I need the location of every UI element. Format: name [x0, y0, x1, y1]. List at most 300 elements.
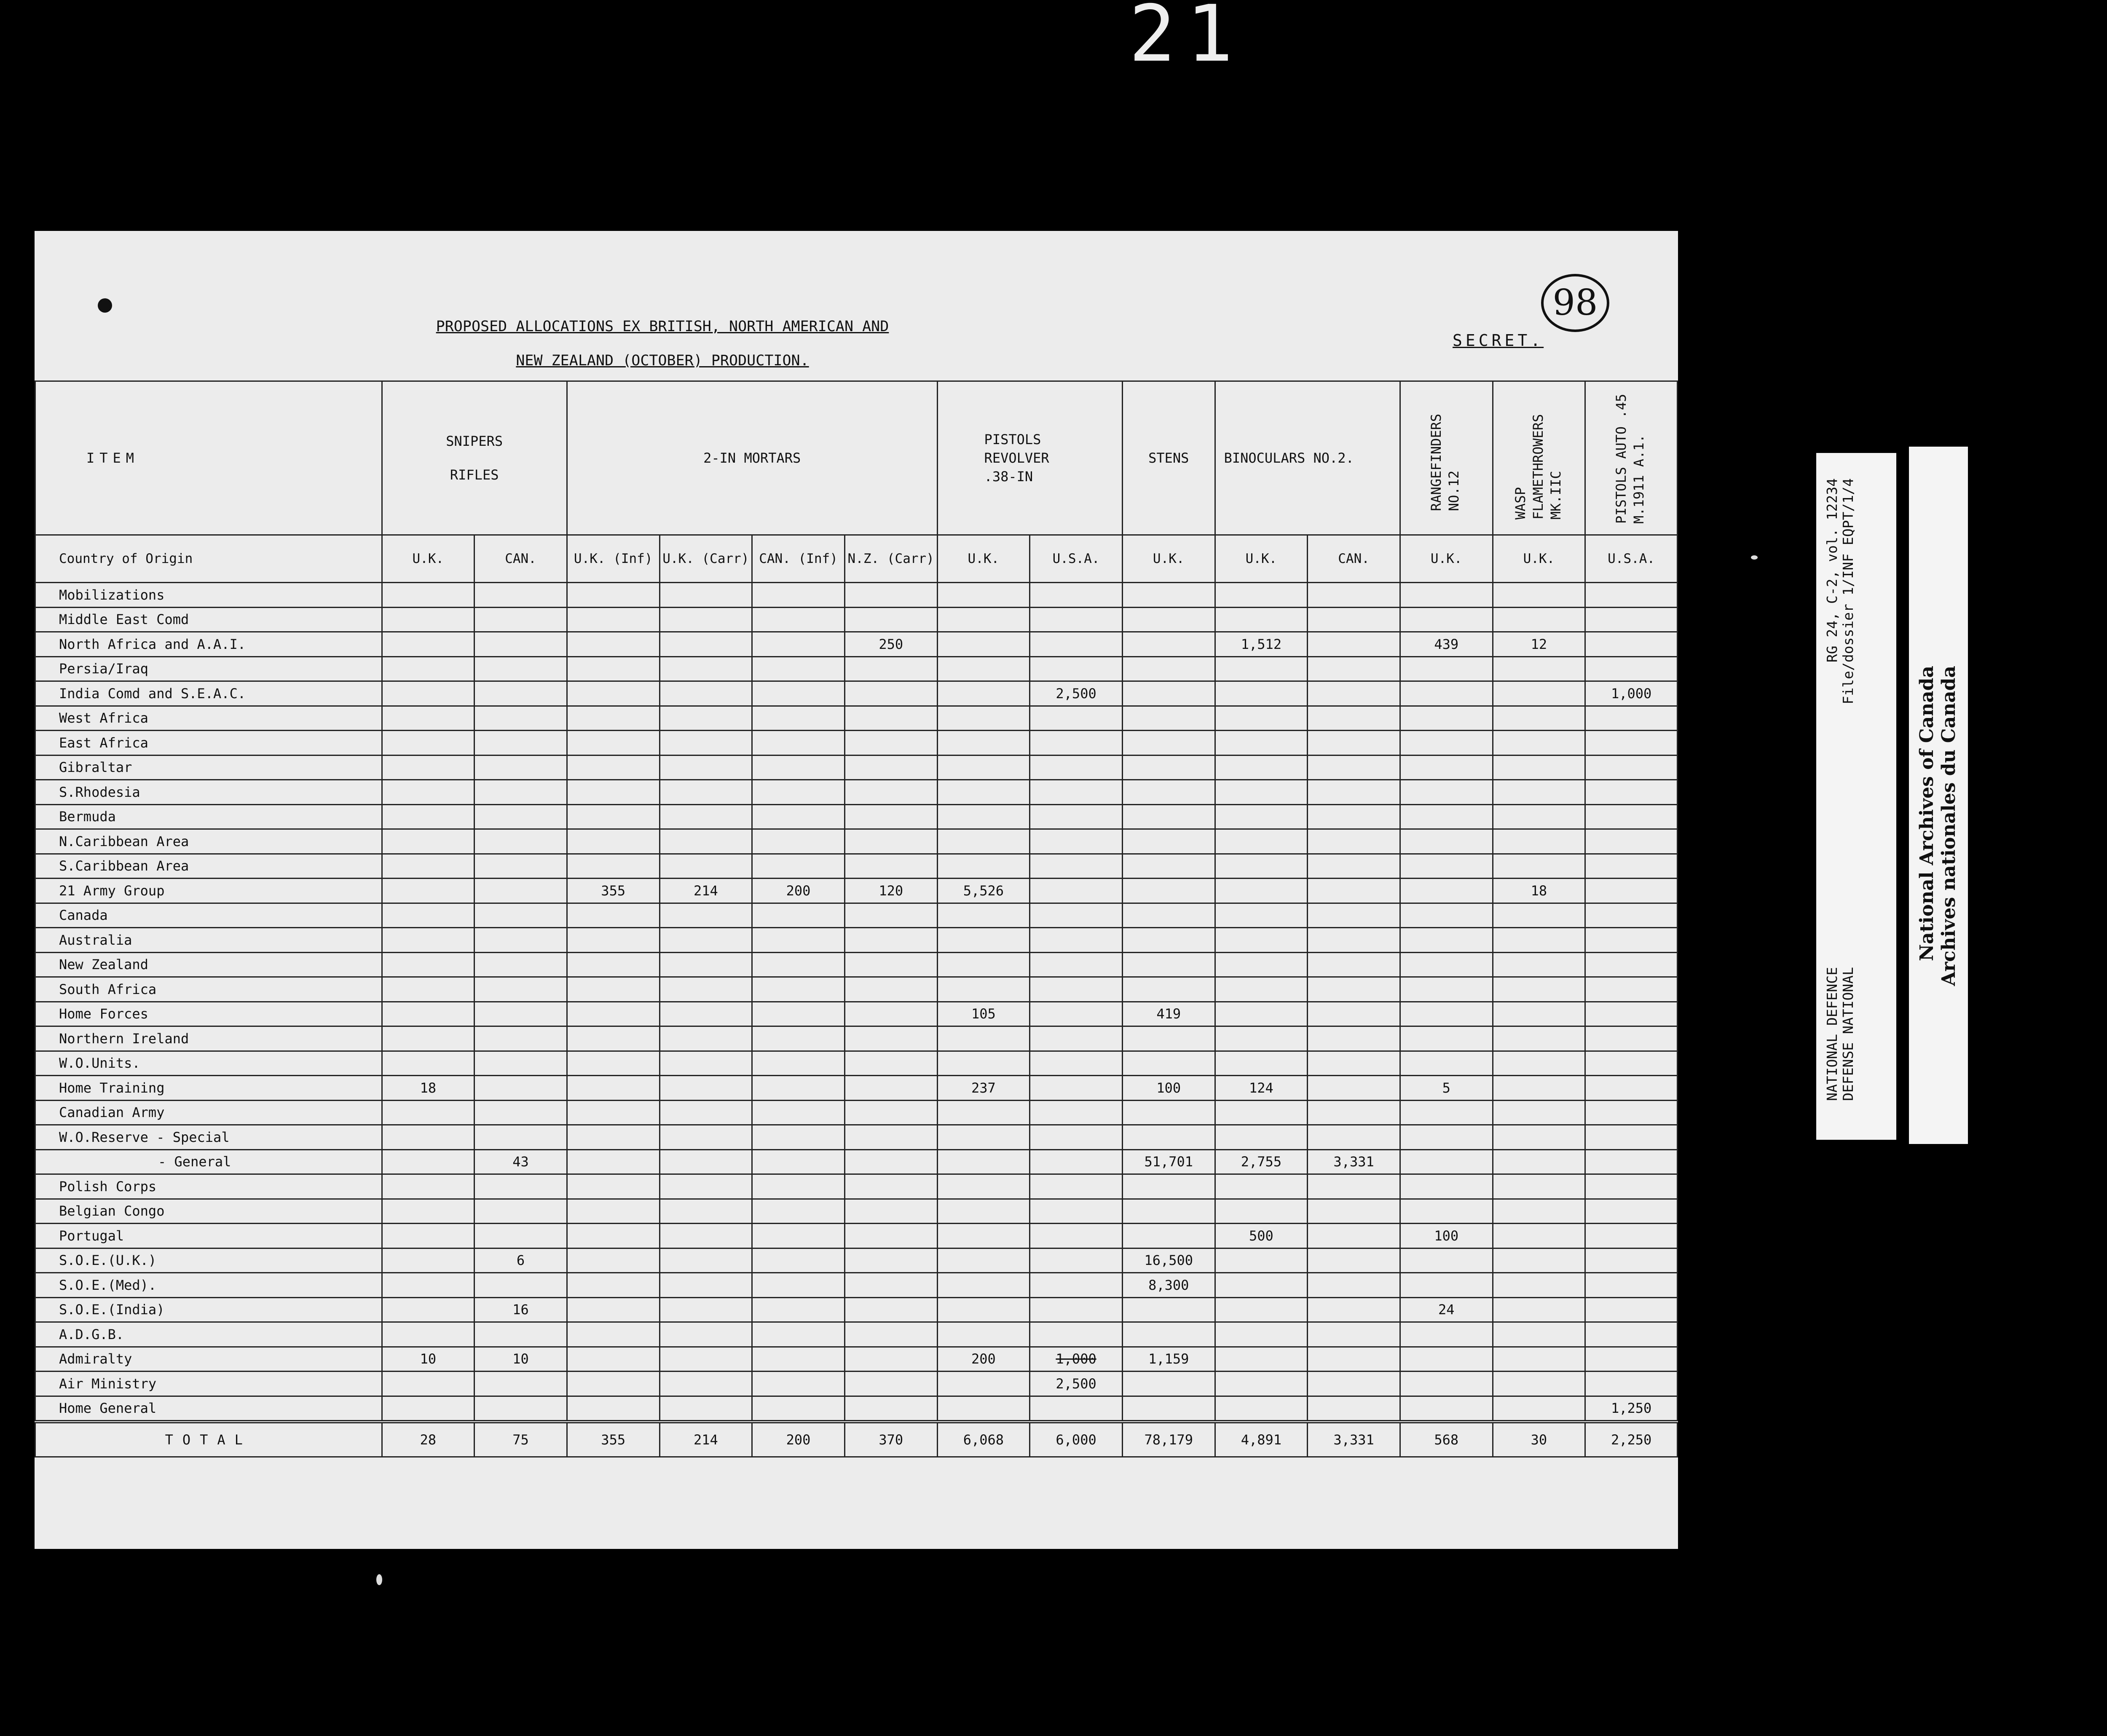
table-cell	[1215, 977, 1308, 1002]
table-cell	[1122, 583, 1215, 608]
table-cell	[1585, 1174, 1678, 1199]
pistols-auto-header	[1585, 381, 1678, 535]
table-cell	[752, 1347, 845, 1372]
table-cell	[382, 1273, 474, 1298]
table-cell	[1030, 977, 1123, 1002]
row-label: Polish Corps	[35, 1174, 382, 1199]
table-cell	[659, 1026, 752, 1051]
table-cell	[1493, 1199, 1585, 1224]
table-cell	[1493, 952, 1585, 977]
row-label: S.O.E.(U.K.)	[35, 1248, 382, 1273]
table-row	[35, 681, 1678, 706]
origin-header-row	[35, 535, 1678, 583]
table-cell	[752, 1224, 845, 1248]
table-cell	[1122, 1396, 1215, 1422]
table-cell	[382, 583, 474, 608]
table-cell	[382, 977, 474, 1002]
table-cell: 355	[567, 879, 659, 903]
table-cell	[659, 583, 752, 608]
total-cell: 355	[567, 1422, 659, 1457]
table-cell	[1308, 1051, 1400, 1076]
table-cell	[659, 1051, 752, 1076]
table-cell	[1215, 804, 1308, 829]
table-row	[35, 1396, 1678, 1422]
frame-number: 21	[1129, 0, 1244, 79]
table-cell	[659, 1273, 752, 1298]
table-row	[35, 632, 1678, 657]
table-cell	[1030, 706, 1123, 731]
table-cell	[937, 1372, 1030, 1396]
table-cell	[659, 1297, 752, 1322]
table-cell	[474, 829, 567, 854]
table-cell	[1585, 583, 1678, 608]
row-label: S.Caribbean Area	[35, 854, 382, 879]
table-cell	[752, 804, 845, 829]
table-cell	[937, 1248, 1030, 1273]
table-cell	[1585, 1347, 1678, 1372]
table-cell	[1493, 1002, 1585, 1026]
table-cell	[1030, 1224, 1123, 1248]
table-cell	[659, 1372, 752, 1396]
table-cell	[752, 1273, 845, 1298]
table-cell	[659, 952, 752, 977]
table-row	[35, 854, 1678, 879]
table-cell	[1122, 879, 1215, 903]
table-cell	[567, 804, 659, 829]
table-row	[35, 1125, 1678, 1150]
table-cell	[1030, 1297, 1123, 1322]
archive-reference-line3: NATIONAL DEFENCE	[1824, 967, 1840, 1101]
table-cell	[844, 1002, 937, 1026]
table-cell	[659, 829, 752, 854]
table-cell	[1585, 1100, 1678, 1125]
table-cell	[659, 1100, 752, 1125]
table-cell	[1308, 681, 1400, 706]
table-cell	[1308, 829, 1400, 854]
table-cell	[1400, 1199, 1493, 1224]
table-cell	[474, 607, 567, 632]
table-cell	[1215, 903, 1308, 928]
table-cell	[659, 903, 752, 928]
table-cell	[1493, 1149, 1585, 1174]
table-cell	[567, 1174, 659, 1199]
table-cell	[1308, 607, 1400, 632]
table-cell	[844, 804, 937, 829]
table-cell	[382, 1396, 474, 1422]
table-cell	[844, 1347, 937, 1372]
table-cell	[382, 780, 474, 805]
table-cell	[474, 755, 567, 780]
row-label: Canada	[35, 903, 382, 928]
table-cell	[937, 681, 1030, 706]
table-cell	[382, 755, 474, 780]
table-cell	[1493, 1347, 1585, 1372]
total-label: TOTAL	[35, 1422, 382, 1457]
table-cell	[844, 952, 937, 977]
table-cell	[474, 1076, 567, 1101]
table-bottom-margin	[35, 1457, 1678, 1492]
table-row	[35, 607, 1678, 632]
table-row	[35, 731, 1678, 755]
table-cell	[1585, 1297, 1678, 1322]
table-cell	[659, 1076, 752, 1101]
table-cell	[1215, 1002, 1308, 1026]
row-label: S.O.E.(India)	[35, 1297, 382, 1322]
origin-col-7: U.K.	[937, 535, 1030, 583]
table-cell	[1493, 1051, 1585, 1076]
table-cell	[1215, 656, 1308, 681]
table-row	[35, 829, 1678, 854]
punch-hole	[98, 298, 112, 313]
table-cell	[1215, 706, 1308, 731]
table-cell	[1493, 1322, 1585, 1347]
table-cell	[382, 1051, 474, 1076]
table-cell: 24	[1400, 1297, 1493, 1322]
table-cell: 1,000	[1585, 681, 1678, 706]
table-cell	[844, 607, 937, 632]
table-cell	[1308, 755, 1400, 780]
row-label: W.O.Units.	[35, 1051, 382, 1076]
table-cell	[382, 1125, 474, 1150]
table-cell	[1215, 854, 1308, 879]
table-cell	[1308, 1026, 1400, 1051]
table-cell	[844, 755, 937, 780]
row-label: W.O.Reserve - Special	[35, 1125, 382, 1150]
table-cell	[1308, 952, 1400, 977]
table-cell	[567, 1100, 659, 1125]
table-cell	[1493, 804, 1585, 829]
table-cell	[1030, 780, 1123, 805]
table-cell	[382, 1026, 474, 1051]
table-cell	[567, 928, 659, 953]
total-cell: 75	[474, 1422, 567, 1457]
table-cell	[1308, 1322, 1400, 1347]
table-cell	[1400, 1125, 1493, 1150]
table-cell	[752, 829, 845, 854]
table-cell	[1400, 804, 1493, 829]
table-cell	[1030, 1026, 1123, 1051]
table-cell	[1400, 1372, 1493, 1396]
row-label: Portugal	[35, 1224, 382, 1248]
table-cell	[937, 1199, 1030, 1224]
table-cell	[1122, 1297, 1215, 1322]
table-cell: 100	[1400, 1224, 1493, 1248]
table-cell: 1,000	[1030, 1347, 1123, 1372]
table-cell	[937, 1100, 1030, 1125]
table-cell: 1,512	[1215, 632, 1308, 657]
table-cell	[474, 1224, 567, 1248]
table-cell: 43	[474, 1149, 567, 1174]
film-speck	[376, 1574, 382, 1585]
archives-canada-label-line2: Archives nationales du Canada	[1938, 666, 1960, 986]
table-cell	[1030, 583, 1123, 608]
table-cell	[1493, 1396, 1585, 1422]
row-label: Home Forces	[35, 1002, 382, 1026]
table-cell	[1215, 780, 1308, 805]
table-cell	[844, 1273, 937, 1298]
table-cell	[1308, 854, 1400, 879]
table-cell	[937, 1297, 1030, 1322]
table-cell: 237	[937, 1076, 1030, 1101]
table-cell	[1308, 1248, 1400, 1273]
table-cell	[567, 656, 659, 681]
table-cell	[1308, 1076, 1400, 1101]
table-cell	[1585, 1224, 1678, 1248]
table-cell	[937, 1396, 1030, 1422]
table-cell	[1308, 977, 1400, 1002]
table-cell	[1308, 1174, 1400, 1199]
table-cell: 1,159	[1122, 1347, 1215, 1372]
table-cell	[659, 1002, 752, 1026]
table-cell	[844, 928, 937, 953]
table-cell	[474, 1273, 567, 1298]
table-cell	[1585, 632, 1678, 657]
table-cell	[1400, 1248, 1493, 1273]
table-cell	[752, 583, 845, 608]
table-cell	[844, 1396, 937, 1422]
table-row	[35, 780, 1678, 805]
table-cell	[1030, 632, 1123, 657]
table-cell	[567, 1297, 659, 1322]
row-label: 21 Army Group	[35, 879, 382, 903]
table-cell	[1585, 656, 1678, 681]
table-cell: 18	[1493, 879, 1585, 903]
table-cell	[937, 632, 1030, 657]
table-cell: 120	[844, 879, 937, 903]
folio-number: 98	[1541, 274, 1609, 332]
table-cell	[1308, 583, 1400, 608]
table-cell	[382, 804, 474, 829]
table-cell	[1585, 706, 1678, 731]
table-cell	[659, 1199, 752, 1224]
allocation-table	[35, 380, 1678, 1491]
table-cell	[474, 952, 567, 977]
table-cell	[937, 854, 1030, 879]
table-cell: 10	[474, 1347, 567, 1372]
allocation-rows	[35, 583, 1678, 1422]
table-cell	[1493, 681, 1585, 706]
table-row	[35, 1297, 1678, 1322]
table-cell	[752, 1149, 845, 1174]
row-label: Australia	[35, 928, 382, 953]
table-cell	[752, 1125, 845, 1150]
archive-reference-line4: DEFENSE NATIONAL	[1840, 967, 1856, 1101]
table-cell	[382, 1224, 474, 1248]
table-cell	[1585, 1002, 1678, 1026]
table-cell	[1122, 681, 1215, 706]
table-cell: 439	[1400, 632, 1493, 657]
table-cell	[1308, 656, 1400, 681]
table-cell	[382, 879, 474, 903]
table-cell	[844, 1224, 937, 1248]
table-cell	[567, 1076, 659, 1101]
table-cell	[937, 755, 1030, 780]
table-cell	[1215, 1372, 1308, 1396]
snipers-rifles-header: SNIPERS RIFLES	[382, 381, 567, 535]
table-cell	[1585, 1322, 1678, 1347]
total-cell: 28	[382, 1422, 474, 1457]
table-cell	[937, 804, 1030, 829]
table-cell	[1122, 656, 1215, 681]
table-cell	[844, 780, 937, 805]
table-cell	[1122, 952, 1215, 977]
stens-header: STENS	[1122, 381, 1215, 535]
table-cell	[844, 977, 937, 1002]
table-cell	[474, 804, 567, 829]
table-cell: 200	[937, 1347, 1030, 1372]
film-speck	[1751, 555, 1758, 560]
table-cell	[382, 928, 474, 953]
table-cell	[1585, 1199, 1678, 1224]
table-cell	[659, 1125, 752, 1150]
table-cell	[567, 731, 659, 755]
table-cell	[1493, 755, 1585, 780]
origin-col-14: U.S.A.	[1585, 535, 1678, 583]
table-cell	[1493, 1026, 1585, 1051]
table-cell: 3,331	[1308, 1149, 1400, 1174]
table-cell	[752, 1248, 845, 1273]
table-cell	[1308, 1297, 1400, 1322]
table-cell	[844, 656, 937, 681]
table-cell	[752, 854, 845, 879]
table-cell	[1215, 755, 1308, 780]
table-cell	[659, 1149, 752, 1174]
table-cell	[659, 854, 752, 879]
table-cell	[474, 1372, 567, 1396]
table-cell	[1493, 928, 1585, 953]
table-cell	[937, 607, 1030, 632]
table-cell	[1400, 1273, 1493, 1298]
table-cell	[1400, 903, 1493, 928]
table-cell	[1215, 1051, 1308, 1076]
table-cell	[382, 1199, 474, 1224]
table-cell	[1493, 1076, 1585, 1101]
table-cell	[1122, 780, 1215, 805]
row-label: South Africa	[35, 977, 382, 1002]
table-row	[35, 879, 1678, 903]
pistols-revolver-header: PISTOLS REVOLVER .38-IN	[937, 381, 1122, 535]
table-cell	[1585, 928, 1678, 953]
table-cell	[1215, 928, 1308, 953]
table-cell	[1400, 1149, 1493, 1174]
table-cell	[752, 977, 845, 1002]
table-cell	[1122, 804, 1215, 829]
table-cell	[752, 755, 845, 780]
table-cell	[1585, 1076, 1678, 1101]
table-cell	[382, 903, 474, 928]
wasp-header	[1493, 381, 1585, 535]
table-cell	[752, 681, 845, 706]
origin-col-13: U.K.	[1493, 535, 1585, 583]
row-label: West Africa	[35, 706, 382, 731]
table-cell: 16,500	[1122, 1248, 1215, 1273]
table-cell	[474, 1199, 567, 1224]
table-cell	[1493, 977, 1585, 1002]
table-cell	[844, 1297, 937, 1322]
table-cell	[382, 829, 474, 854]
row-label: Home Training	[35, 1076, 382, 1101]
table-cell	[1493, 583, 1585, 608]
origin-col-6: N.Z. (Carr)	[844, 535, 937, 583]
table-cell	[474, 780, 567, 805]
table-cell	[567, 755, 659, 780]
table-cell: 51,701	[1122, 1149, 1215, 1174]
table-cell	[1308, 1372, 1400, 1396]
table-cell	[1030, 1100, 1123, 1125]
table-row	[35, 1322, 1678, 1347]
table-cell	[1030, 854, 1123, 879]
table-cell	[937, 1273, 1030, 1298]
table-cell	[1493, 903, 1585, 928]
table-cell	[1585, 854, 1678, 879]
table-cell	[382, 1297, 474, 1322]
document-title-line1: PROPOSED ALLOCATIONS EX BRITISH, NORTH AMERICAN AND	[436, 318, 889, 335]
table-bottom-margin-cell	[35, 1457, 1678, 1492]
table-cell	[382, 681, 474, 706]
table-row	[35, 804, 1678, 829]
table-cell	[382, 1372, 474, 1396]
table-cell	[1585, 977, 1678, 1002]
table-cell	[1030, 1174, 1123, 1199]
table-cell	[567, 1051, 659, 1076]
table-cell	[1493, 1273, 1585, 1298]
table-cell	[474, 977, 567, 1002]
table-cell: 6	[474, 1248, 567, 1273]
table-row	[35, 1051, 1678, 1076]
table-cell	[1400, 854, 1493, 879]
table-cell	[474, 1396, 567, 1422]
table-cell	[659, 607, 752, 632]
table-cell	[844, 1174, 937, 1199]
table-cell	[567, 1248, 659, 1273]
table-cell	[1585, 1372, 1678, 1396]
table-cell	[1308, 879, 1400, 903]
table-cell	[474, 1322, 567, 1347]
table-cell	[659, 928, 752, 953]
table-cell	[937, 731, 1030, 755]
table-cell	[567, 607, 659, 632]
table-cell	[1585, 804, 1678, 829]
table-cell	[1122, 731, 1215, 755]
classification-label: SECRET.	[1453, 331, 1544, 350]
table-cell	[752, 952, 845, 977]
origin-col-9: U.K.	[1122, 535, 1215, 583]
table-cell	[1215, 1297, 1308, 1322]
table-cell	[659, 731, 752, 755]
table-cell	[659, 632, 752, 657]
row-label: Middle East Comd	[35, 607, 382, 632]
total-cell: 78,179	[1122, 1422, 1215, 1457]
table-row	[35, 903, 1678, 928]
table-cell	[1030, 829, 1123, 854]
pistols-auto-header-text: PISTOLS AUTO .45 M.1911 A.1.	[1613, 394, 1647, 524]
table-cell	[1122, 1051, 1215, 1076]
table-cell: 419	[1122, 1002, 1215, 1026]
table-cell	[1215, 1322, 1308, 1347]
origin-col-11: CAN.	[1308, 535, 1400, 583]
table-row	[35, 706, 1678, 731]
table-cell	[1585, 1125, 1678, 1150]
table-cell	[844, 1199, 937, 1224]
row-label: - General	[35, 1149, 382, 1174]
table-cell	[567, 706, 659, 731]
table-cell	[1030, 1125, 1123, 1150]
table-cell: 5,526	[937, 879, 1030, 903]
table-cell	[382, 1322, 474, 1347]
archive-reference-line1: RG 24, C-2, vol. 12234	[1824, 478, 1840, 663]
table-cell	[1030, 1273, 1123, 1298]
table-cell	[752, 1174, 845, 1199]
